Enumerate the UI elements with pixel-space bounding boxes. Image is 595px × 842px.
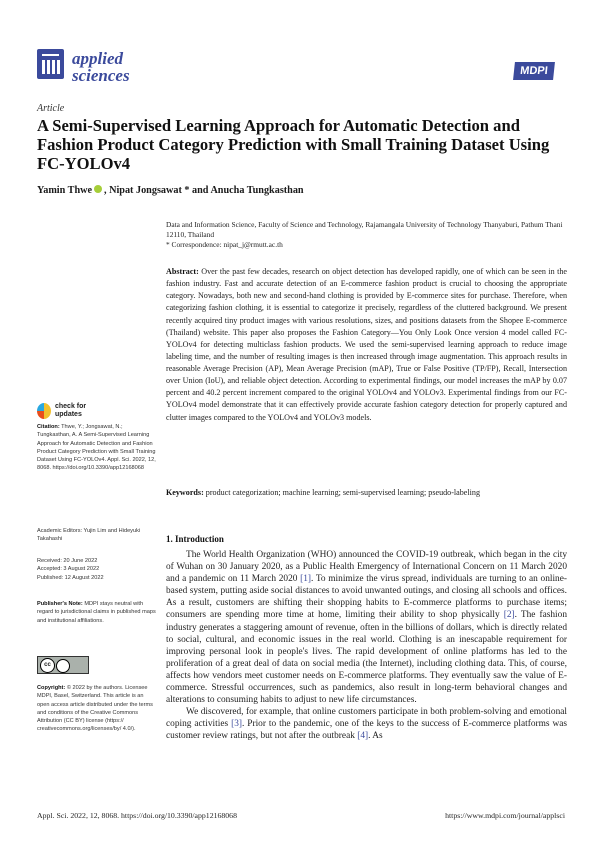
- affiliation-block: [166, 220, 566, 250]
- footer-journal-url[interactable]: https://www.mdpi.com/journal/applsci: [445, 811, 565, 820]
- citation-link[interactable]: [2]: [503, 610, 515, 621]
- paragraph: The World Health Organization (WHO) announced the COVID-19 outbreak, which began in the city of Wuhan on 30 January 2020, as a Public Health Emergency of International Concern on 11 March 2020 and a pandemic on 11 March 2020 [1]. To minimize the virus spread, individuals are turning to an online-based system, putting aside social distances to avoid unwanted outings, and closing all schools and offices. As a result, customers are shifting their shopping habits to E-commerce platforms to purchase items; consumers are spending more time at home, limiting their ability to shop physically [2]. The fashion industry generates a staggering amount of revenue, often in the billions of dollars, which is directly related to social, cultural, and economic issues in the real world. Clothing is an inescapable requirement for improving personal look in people's lives. The rapid development of online platforms has led to the proliferation of a great deal of data on social media (the Internet), including clothing data. This, of course, affects how vendors meet customer needs on E-commerce platforms. They eventually saw the value of E-commerce. Stressful occurrences, such as pandemics, also result in long-term behavioral changes and alterations to consuming habits to adjust to new life circumstances.: [166, 550, 567, 706]
- editors-text: Yujin Lim and Hideyuki Takahashi: [37, 528, 141, 543]
- publisher-logo[interactable]: MDPI: [513, 62, 555, 80]
- correspondence[interactable]: * Correspondence: nipat_j@rmutt.ac.th: [166, 240, 283, 249]
- citation-link[interactable]: [1]: [300, 574, 312, 585]
- editors-label: Academic Editors:: [37, 528, 83, 534]
- affiliation: Data and Information Science, Faculty of Science and Technology, Rajamangala University of Technology Thanyaburi, Pathum Thani 12110, Thailand: [166, 220, 563, 239]
- check-for-updates-icon[interactable]: [37, 403, 51, 419]
- article-type: Article: [37, 103, 65, 114]
- journal-name: [72, 50, 192, 84]
- check-for-updates-label[interactable]: check for updates: [55, 403, 87, 418]
- orcid-icon[interactable]: [94, 185, 102, 193]
- cc-icon: cc: [40, 658, 55, 673]
- accepted-date: Accepted: 3 August 2022: [37, 566, 100, 573]
- publisher-note-text: MDPI stays neutral with regard to jurisdictional claims in published maps and institutional affiliations.: [37, 601, 156, 624]
- copyright-block: [37, 684, 157, 734]
- citation-label: Citation:: [37, 424, 60, 430]
- journal-name-line1: applied: [72, 49, 123, 68]
- author-rest[interactable]: , Nipat Jongsawat * and Anucha Tungkasthan: [104, 185, 304, 196]
- abstract-label: Abstract:: [166, 267, 199, 276]
- copyright-label: Copyright:: [37, 685, 66, 691]
- author-first[interactable]: Yamin Thwe: [37, 185, 93, 196]
- publisher-note-label: Publisher's Note:: [37, 601, 83, 607]
- paragraph: We discovered, for example, that online customers participate in both problem-solving and emotional coping activities [3]. Prior to the pandemic, one of the keys to the success of E-commerce platforms was customer review ratings, but not after the outbreak [4]. As: [166, 707, 567, 742]
- published-date: Published: 12 August 2022: [37, 574, 104, 581]
- abstract: [166, 266, 567, 424]
- publisher-note: [37, 600, 157, 625]
- editors-block: [37, 527, 157, 544]
- citation-block: [37, 423, 157, 473]
- abstract-text: Over the past few decades, research on object detection has developed rapidly, one of which can be seen in the fashion industry. Fast and accurate detection of an E-commerce fashion product is crucial to choosing the appropriate category. Nowadays, both new and second-hand clothing is provided by E-commerce sites for purchase. Therefore, when categorizing fashion clothing, it is essential to categorize it precisely, regardless of the cluttered background. We present recently acquired tiny product images with various resolutions, sizes, and positions datasets from the Shopee E-commerce (Thailand) website. This paper also proposes the Fashion Category—You Only Look Once version 4 model called FC-YOLOv4 for detecting multiclass fashion products. We used the semi-supervised learning approach to reduce image labeling time, and the number of resulting images is then increased through image augmentation. This approach results in reasonable Average Precision (AP), Mean Average Precision (mAP), True or False Positive (TP/FP), Recall, Intersection over Union (IoU), and reliable object detection. According to experimental findings, our model increases the mAP by 0.07 percent and 40.2 percent increment compared to the original YOLOv4 and YOLOv3. Experimental findings from our FC-YOLOv4 model demonstrate that it can effectively provide accurate fashion category detection for properly captured and clutter images compared to the YOLOv4 and YOLOv3 models.: [166, 267, 567, 422]
- keywords-label: Keywords:: [166, 488, 204, 497]
- footer-citation[interactable]: Appl. Sci. 2022, 12, 8068. https://doi.org/10.3390/app12168068: [37, 811, 237, 820]
- author-list: [37, 185, 567, 196]
- section-heading: 1. Introduction: [166, 534, 224, 544]
- citation-link[interactable]: [4]: [357, 731, 369, 742]
- citation-text: Thwe, Y.; Jongsawat, N.; Tungkasthan, A. A Semi-Supervised Learning Approach for Automatic Detection and Fashion Product Category Prediction with Small Training Dataset Using FC-YOLOv4. Appl. Sci. 2022, 12, 8068. https://doi.org/10.3390/app12168068: [37, 424, 156, 472]
- section-body: [166, 549, 567, 743]
- received-date: Received: 20 June 2022: [37, 558, 98, 564]
- copyright-text: © 2022 by the authors. Licensee MDPI, Basel, Switzerland. This article is an open access article distributed under the terms and conditions of the Creative Commons Attribution (CC BY) license (https:// creativecommons.org/licenses/by/ 4.0/).: [37, 685, 153, 733]
- journal-logo-icon: [37, 49, 64, 79]
- by-person-icon: [56, 659, 70, 673]
- article-title: A Semi-Supervised Learning Approach for Automatic Detection and Fashion Product Category Prediction with Small Training Dataset Using FC-YOLOv4: [37, 116, 550, 173]
- keywords: [166, 487, 567, 499]
- cc-by-license-badge[interactable]: [37, 656, 89, 674]
- citation-link[interactable]: [3]: [231, 719, 242, 730]
- journal-name-line2: sciences: [72, 66, 130, 85]
- dates-block: [37, 557, 157, 582]
- keywords-text: product categorization; machine learning; semi-supervised learning; pseudo-labeling: [205, 488, 480, 497]
